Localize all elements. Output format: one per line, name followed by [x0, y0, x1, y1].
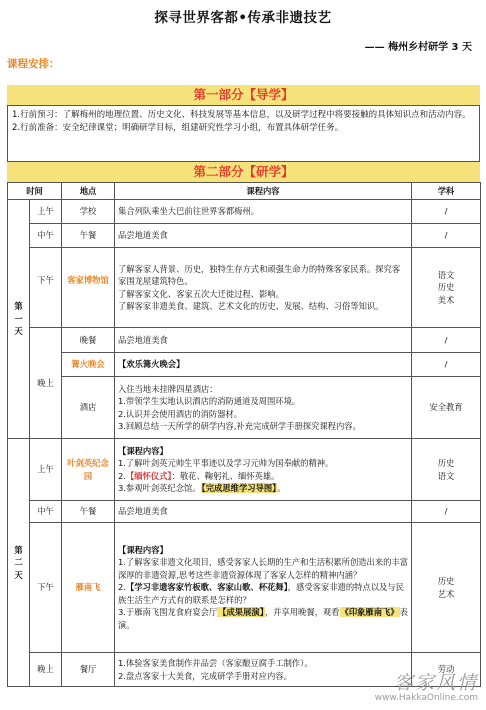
subject-cell: /	[412, 328, 481, 353]
table-row	[8, 501, 481, 523]
day1-label: 第 一 天	[8, 200, 30, 439]
subject-cell: 历史 艺术	[412, 523, 481, 653]
table-row	[8, 523, 481, 653]
place-cell: 客家博物馆	[62, 248, 115, 328]
table-row	[8, 377, 481, 439]
table-row	[8, 224, 481, 248]
time-cell: 上午	[30, 200, 62, 224]
table-row	[8, 328, 481, 353]
subject-cell: /	[412, 200, 481, 224]
place-cell: 午餐	[62, 501, 115, 523]
section-label: 课程安排：	[7, 58, 60, 70]
header-place: 地点	[62, 183, 115, 200]
content-cell: 品尝地道美食	[115, 501, 412, 523]
time-cell: 下午	[30, 523, 62, 653]
table-row	[8, 248, 481, 328]
watermark-text: 客家风情	[393, 672, 478, 694]
time-cell: 上午	[30, 439, 62, 501]
subject-cell: 语文 历史 美术	[412, 248, 481, 328]
content-cell: 【课程内容】 1.了解客家非遗文化项目，感受客家人长期的生产和生活积累所创造出来的丰富深厚的非遗资源,思考这些非遗资源体现了客家人怎样的精神内涵？ 2.【学习非遗客家竹板歌、客家山歌、杯花舞】，感受客家非遗的特点以及与民族生活生产方式有的联系是怎样的？ 3.于雁南飞围龙食府宴会厅【成果展演】，并享用晚餐，观看《印象雁南飞》表演。	[115, 523, 412, 653]
content-cell: 了解客家人背景、历史，独特生存方式和顽强生命力的特殊客家民系。探究客家围龙屋建筑特色。 了解客家文化、客家五次大迁徙过程、影响。 了解客家非遗美食、建筑、艺术文化的历史、发展、结构、习俗等知识。	[115, 248, 412, 328]
part1-title: 第一部分【导学】	[7, 85, 480, 105]
part1-box	[7, 105, 480, 162]
time-cell: 下午	[30, 248, 62, 328]
subject-cell: /	[412, 353, 481, 377]
page-subtitle: —— 梅州乡村研学 3 天	[364, 42, 472, 53]
day2-label: 第 二 天	[8, 439, 30, 687]
content-cell: 集合列队乘坐大巴前往世界客都梅州。	[115, 200, 412, 224]
place-cell: 篝火晚会	[62, 353, 115, 377]
page-title: 探寻世界客都•传承非遗技艺	[154, 10, 332, 26]
subject-cell: /	[412, 501, 481, 523]
watermark-url: www.HakkaOnline.com	[374, 693, 478, 703]
time-cell: 中午	[30, 501, 62, 523]
subject-cell: /	[412, 224, 481, 248]
content-cell: 【课程内容】 1.了解叶剑英元帅生平事迹以及学习元帅为国奉献的精神。 2.【缅怀仪式】：敬花、鞠躬礼、缅怀英雄。 3.参观叶剑英纪念馆。【完成思维学习导图】。	[115, 439, 412, 501]
place-cell: 晚餐	[62, 328, 115, 353]
prep-item-2: 2.行前准备：安全纪律课堂；明确研学目标，组建研究性学习小组，布置具体研学任务。	[12, 123, 344, 133]
part2-title: 第二部分【研学】	[7, 162, 480, 182]
table-header-row	[8, 183, 481, 200]
time-cell: 中午	[30, 224, 62, 248]
content-cell: 品尝地道美食	[115, 328, 412, 353]
table-row	[8, 439, 481, 501]
header-time: 时间	[8, 183, 62, 200]
content-cell: 品尝地道美食	[115, 224, 412, 248]
place-cell: 学校	[62, 200, 115, 224]
place-cell: 餐厅	[62, 653, 115, 687]
content-cell: 【欢乐篝火晚会】	[115, 353, 412, 377]
schedule-table	[7, 182, 481, 687]
place-cell: 午餐	[62, 224, 115, 248]
subject-cell: 历史 语文	[412, 439, 481, 501]
header-content: 课程内容	[115, 183, 412, 200]
header-subject: 学科	[412, 183, 481, 200]
subject-cell: 安全教育	[412, 377, 481, 439]
place-cell: 叶剑英纪念园	[62, 439, 115, 501]
time-cell: 晚上	[30, 653, 62, 687]
prep-item-1: 1.行前预习：了解梅州的地理位置、历史文化、科技发展等基本信息，以及研学过程中将要接触的具体知识点和活动内容。	[12, 110, 471, 120]
content-cell: 入住当地未挂牌四星酒店： 1.带领学生实地认识酒店的消防通道及周围环境。 2.认识并会使用酒店的消防器材。 3.回顾总结一天所学的研学内容,补充完成研学手册探究课程内容。	[115, 377, 412, 439]
time-cell: 晚上	[30, 328, 62, 439]
content-cell: 1.体验客家美食制作并品尝（客家酿豆腐手工制作）。 2.盘点客家十大美食，完成研学手册对应内容。	[115, 653, 412, 687]
place-cell: 雁南飞	[62, 523, 115, 653]
place-cell: 酒店	[62, 377, 115, 439]
subject-cell: 劳动	[412, 653, 481, 687]
watermark	[375, 668, 478, 703]
table-row	[8, 200, 481, 224]
table-row	[8, 353, 481, 377]
